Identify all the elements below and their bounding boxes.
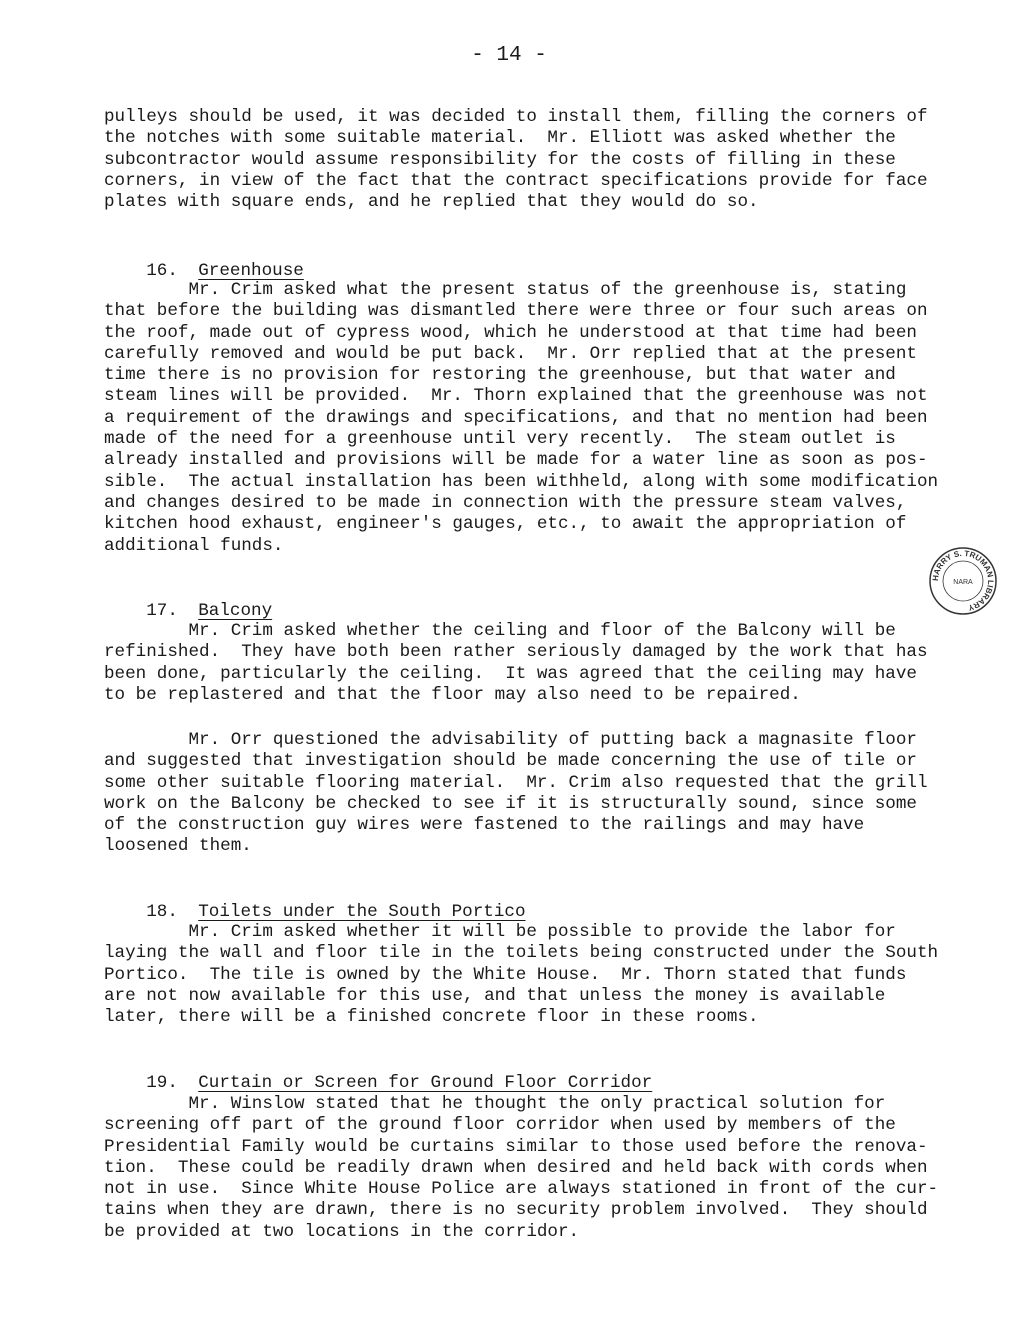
- section-18-paragraph-1: Mr. Crim asked whether it will be possible to provide the labor for laying the wall and floor tile in the toilets being constructed under the South Portico. The tile is owned by the White House. Mr. Thorn stated that funds are not now available for this use, and that unless the money is available later, there will be a finished concrete floor in these rooms.: [104, 922, 939, 1028]
- library-stamp-icon: [928, 546, 998, 616]
- section-16-paragraph-1: Mr. Crim asked what the present status of the greenhouse is, stating that before the building was dismantled there were three or four such areas on the roof, made out of cypress wood, which he understood at that time had been carefully removed and would be put back. Mr. Orr replied that at the present time there is no provision for restoring the greenhouse, but that water and steam lines will be provided. Mr. Thorn explained that the greenhouse was not a requirement of the drawings and specifications, and that no mention had been made of the need for a greenhouse until very recently. The steam outlet is already installed and provisions will be made for a water line as soon as pos- sible. The actual installation has been withheld, along with some modification and changes desired to be made in connection with the pressure steam valves, kitchen hood exhaust, engineer's gauges, etc., to await the appropriation of additional funds.: [104, 280, 939, 556]
- intro-paragraph: pulleys should be used, it was decided to install them, filling the corners of the notches with some suitable material. Mr. Elliott was asked whether the subcontractor would assume responsibility for the costs of filling in these corners, in view of the fact that the contract specifications provide for face plates with square ends, and he replied that they would do so.: [104, 107, 928, 213]
- section-number: 18.: [146, 902, 178, 922]
- section-title: Greenhouse: [198, 261, 304, 281]
- svg-text:NARA: NARA: [953, 579, 973, 586]
- section-number: 17.: [146, 601, 178, 621]
- section-19-paragraph-1: Mr. Winslow stated that he thought the only practical solution for screening off part of the ground floor corridor when used by members of the Presidential Family would be curtains similar to those used before the renova- tion. These could be readily drawn when desired and held back with cords when not in use. Since White House Police are always stationed in front of the cur- tains when they are drawn, there is no security problem involved. They should be provided at two locations in the corridor.: [104, 1094, 939, 1242]
- svg-text:HARRY S. TRUMAN LIBRARY: HARRY S. TRUMAN LIBRARY: [930, 548, 996, 613]
- section-title: Curtain or Screen for Ground Floor Corridor: [198, 1073, 653, 1093]
- section-title: Balcony: [198, 601, 273, 621]
- section-number: 16.: [146, 261, 178, 281]
- section-title: Toilets under the South Portico: [198, 902, 526, 922]
- section-17-paragraph-2: Mr. Orr questioned the advisability of putting back a magnasite floor and suggested that investigation should be made concerning the use of tile or some other suitable flooring material. Mr. Crim also requested that the grill work on the Balcony be checked to see if it is structurally sound, since some of the construction guy wires were fastened to the railings and may have loosened them.: [104, 730, 928, 857]
- section-17-paragraph-1: Mr. Crim asked whether the ceiling and floor of the Balcony will be refinished. They have both been rather seriously damaged by the work that has been done, particularly the ceiling. It was agreed that the ceiling may have to be replastered and that the floor may also need to be repaired.: [104, 621, 928, 705]
- section-number: 19.: [146, 1073, 178, 1093]
- page-number: - 14 -: [471, 44, 547, 67]
